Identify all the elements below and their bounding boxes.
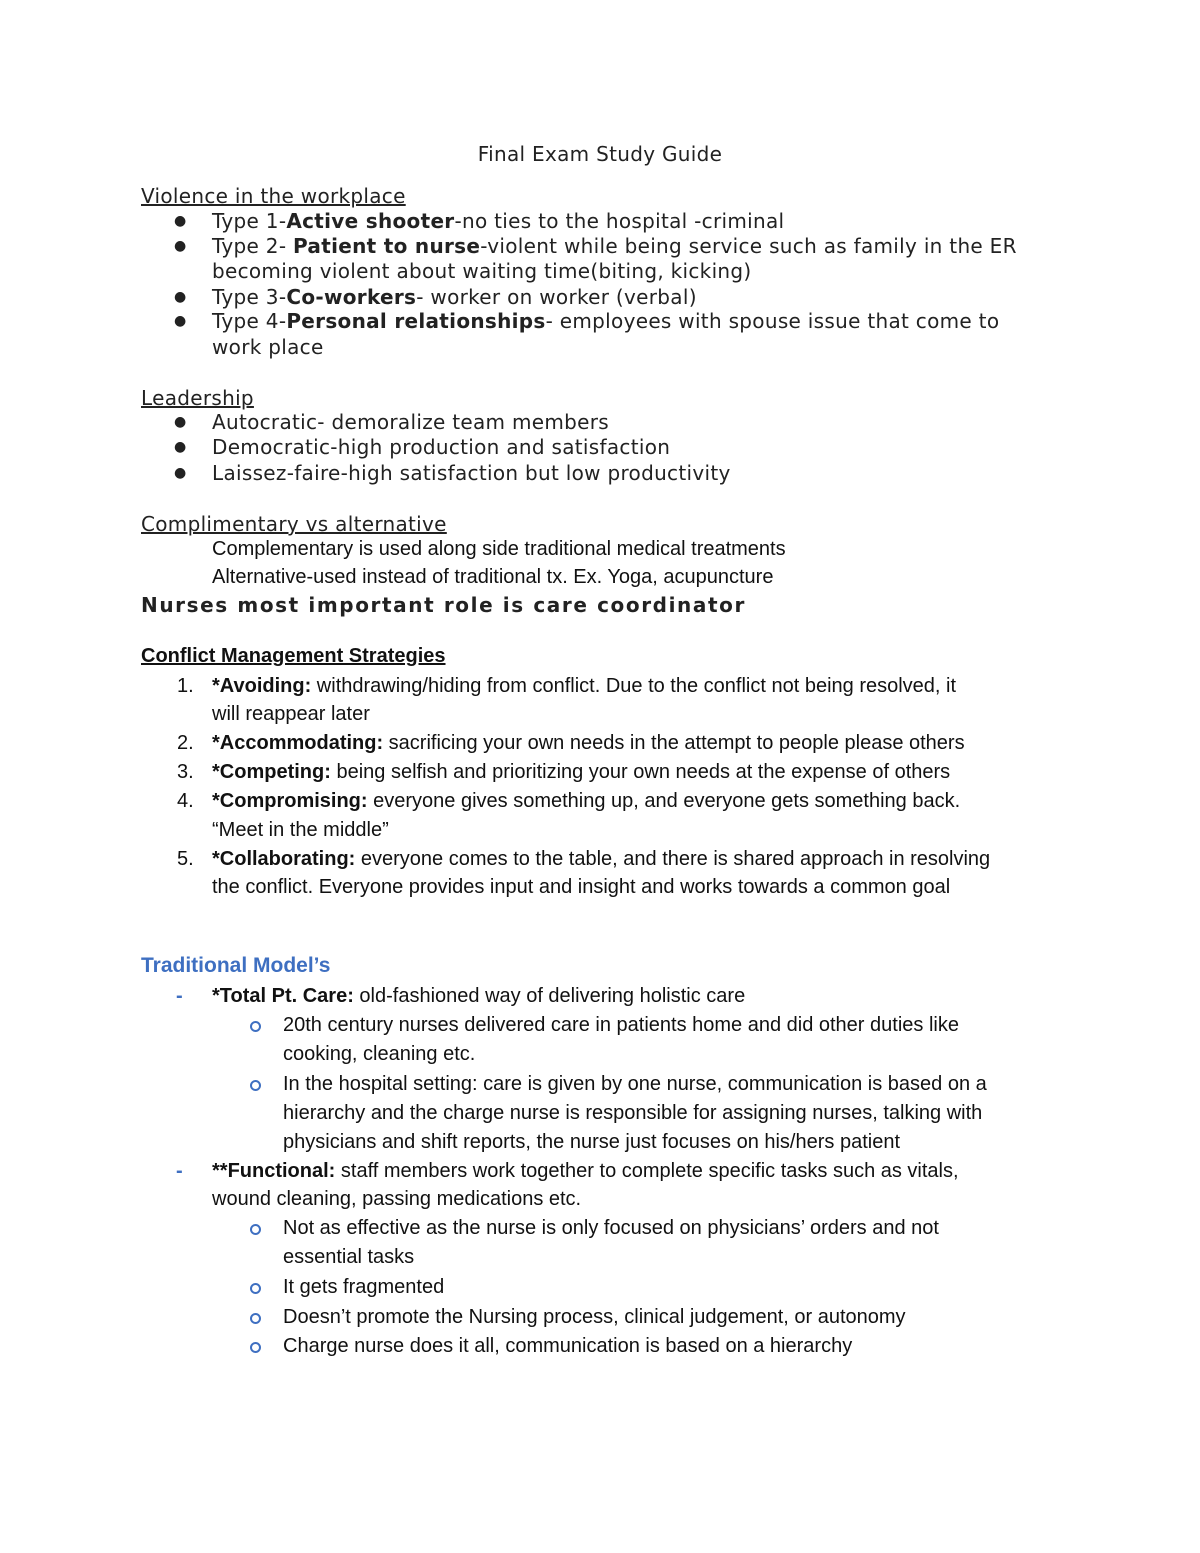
functional-item: **Functional: staff members work together to complete specific tasks such as vitals,: [212, 1160, 959, 1182]
complimentary-heading: Complimentary vs alternative: [141, 512, 447, 536]
total-care-sub-1-cont: cooking, cleaning etc.: [283, 1043, 476, 1065]
functional-sub-1-cont: essential tasks: [283, 1246, 415, 1268]
violence-heading: Violence in the workplace: [141, 184, 406, 208]
bullet-icon: ●: [174, 414, 187, 430]
alternative-line: Alternative-used instead of traditional tx. Ex. Yoga, acupuncture: [212, 566, 774, 588]
leadership-item-3: Laissez-faire-high satisfaction but low productivity: [212, 461, 731, 485]
circle-bullet-icon: [250, 1342, 261, 1353]
list-number: 4.: [177, 790, 194, 812]
bullet-icon: ●: [174, 313, 187, 329]
violence-item-2-cont: becoming violent about waiting time(biting, kicking): [212, 259, 752, 283]
list-number: 3.: [177, 761, 194, 783]
leadership-heading: Leadership: [141, 386, 254, 410]
functional-sub-1: Not as effective as the nurse is only focused on physicians’ orders and not: [283, 1217, 939, 1239]
circle-bullet-icon: [250, 1283, 261, 1294]
violence-item-1: Type 1-Active shooter-no ties to the hospital -criminal: [212, 209, 785, 233]
conflict-item-1-cont: will reappear later: [212, 703, 370, 725]
list-number: 2.: [177, 732, 194, 754]
dash-bullet: -: [176, 985, 183, 1007]
conflict-item-5: *Collaborating: everyone comes to the table, and there is shared approach in resolving: [212, 848, 991, 870]
total-care-sub-2: In the hospital setting: care is given by one nurse, communication is based on a: [283, 1073, 987, 1095]
circle-bullet-icon: [250, 1224, 261, 1235]
conflict-item-4: *Compromising: everyone gives something up, and everyone gets something back.: [212, 790, 961, 812]
violence-item-3: Type 3-Co-workers- worker on worker (verbal): [212, 285, 697, 309]
conflict-heading: Conflict Management Strategies: [141, 645, 446, 667]
violence-item-2: Type 2- Patient to nurse-violent while being service such as family in the ER: [212, 234, 1017, 258]
conflict-item-4-cont: “Meet in the middle”: [212, 819, 389, 841]
list-number: 5.: [177, 848, 194, 870]
total-care-sub-2-cont-1: hierarchy and the charge nurse is responsible for assigning nurses, talking with: [283, 1102, 983, 1124]
bullet-icon: ●: [174, 289, 187, 305]
conflict-item-5-cont: the conflict. Everyone provides input and insight and works towards a common goal: [212, 876, 951, 898]
functional-sub-4: Charge nurse does it all, communication is based on a hierarchy: [283, 1335, 853, 1357]
bullet-icon: ●: [174, 213, 187, 229]
bullet-icon: ●: [174, 465, 187, 481]
functional-sub-2: It gets fragmented: [283, 1276, 445, 1298]
functional-item-cont: wound cleaning, passing medications etc.: [212, 1188, 582, 1210]
total-care-item: *Total Pt. Care: old-fashioned way of delivering holistic care: [212, 985, 746, 1007]
leadership-item-2: Democratic-high production and satisfaction: [212, 435, 671, 459]
circle-bullet-icon: [250, 1080, 261, 1091]
total-care-sub-2-cont-2: physicians and shift reports, the nurse just focuses on his/hers patient: [283, 1131, 901, 1153]
conflict-item-3: *Competing: being selfish and prioritizing your own needs at the expense of others: [212, 761, 951, 783]
violence-item-4: Type 4-Personal relationships- employees with spouse issue that come to: [212, 309, 1000, 333]
violence-item-4-cont: work place: [212, 335, 324, 359]
functional-sub-3: Doesn’t promote the Nursing process, clinical judgement, or autonomy: [283, 1306, 906, 1328]
circle-bullet-icon: [250, 1313, 261, 1324]
conflict-item-1: *Avoiding: withdrawing/hiding from conflict. Due to the conflict not being resolved, it: [212, 675, 957, 697]
nurse-role-statement: Nurses most important role is care coordinator: [141, 593, 746, 617]
traditional-heading: Traditional Model’s: [141, 954, 331, 977]
complementary-line: Complementary is used along side traditional medical treatments: [212, 538, 786, 560]
bullet-icon: ●: [174, 439, 187, 455]
total-care-sub-1: 20th century nurses delivered care in patients home and did other duties like: [283, 1014, 959, 1036]
page-title: Final Exam Study Guide: [477, 142, 723, 166]
conflict-item-2: *Accommodating: sacrificing your own needs in the attempt to people please others: [212, 732, 965, 754]
circle-bullet-icon: [250, 1021, 261, 1032]
leadership-item-1: Autocratic- demoralize team members: [212, 410, 610, 434]
list-number: 1.: [177, 675, 194, 697]
bullet-icon: ●: [174, 238, 187, 254]
dash-bullet: -: [176, 1160, 183, 1182]
